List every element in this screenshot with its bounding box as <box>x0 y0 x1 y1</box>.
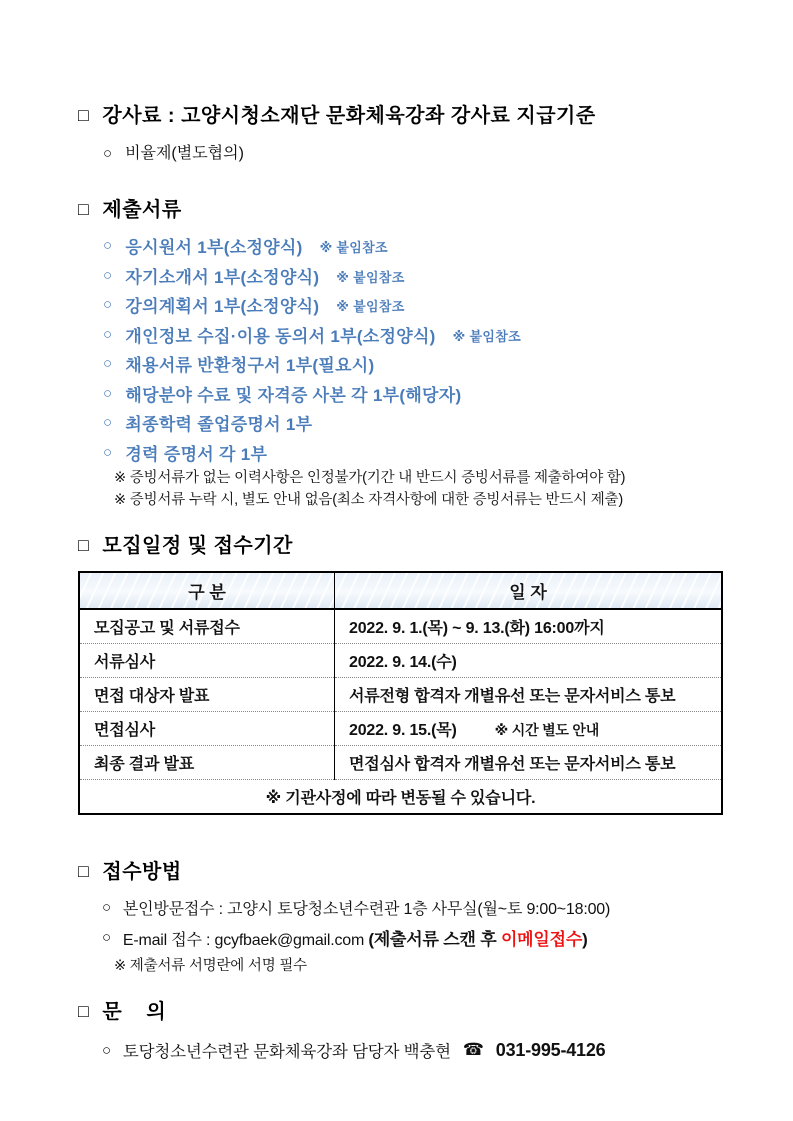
document-item-text: 경력 증명서 각 1부 <box>125 444 268 464</box>
documents-footnote: ※ 증빙서류 누락 시, 별도 안내 없음(최소 자격사항에 대한 증빙서류는 반드시 제출) <box>114 492 623 508</box>
schedule-table-header <box>79 572 722 609</box>
table-row <box>79 644 722 678</box>
email-label: E-mail 접수 : <box>122 931 215 949</box>
circle-bullet-icon: ○ <box>102 928 111 946</box>
document-item-text: 강의계획서 1부(소정양식) <box>125 297 320 317</box>
schedule-row-value: 서류전형 합격자 개별유선 또는 문자서비스 통보 <box>349 688 676 705</box>
fee-item-text: 비율제(별도협의) <box>125 145 244 162</box>
document-item <box>103 349 725 379</box>
email-scan-note-close: ) <box>582 929 588 949</box>
col-header-category: 구 분 <box>79 572 335 609</box>
visit-apply-text: 본인방문접수 : 고양시 토당청소년수련관 1층 사무실(월~토 9:00~18:00) <box>122 900 611 918</box>
inquiry-section-title: 문 의 <box>102 1001 167 1023</box>
table-row <box>79 678 722 712</box>
schedule-row-label: 최종 결과 발표 <box>79 746 335 780</box>
document-item <box>103 438 725 468</box>
email-address: gcyfbaek@gmail.com <box>214 931 365 949</box>
schedule-row-value: 2022. 9. 1.(목) ~ 9. 13.(화) 16:00까지 <box>349 620 605 637</box>
schedule-row-value: 2022. 9. 15.(목) <box>349 722 457 739</box>
table-row <box>79 609 722 644</box>
schedule-table <box>78 571 723 815</box>
document-item <box>103 379 725 409</box>
document-item <box>103 231 725 261</box>
email-apply-text <box>123 925 588 950</box>
square-bullet-icon: □ <box>78 199 90 219</box>
attachment-note: ※ 붙임참조 <box>336 299 405 315</box>
document-item-text: 자기소개서 1부(소정양식) <box>125 267 320 287</box>
schedule-row-value: 면접심사 합격자 개별유선 또는 문자서비스 통보 <box>349 756 676 773</box>
schedule-row-value: 2022. 9. 14.(수) <box>349 654 457 671</box>
schedule-row-value-cell <box>335 609 723 644</box>
square-bullet-icon: □ <box>78 105 90 125</box>
circle-bullet-icon: ○ <box>103 237 113 255</box>
schedule-row-value-cell <box>335 746 723 780</box>
visit-apply-item <box>102 892 725 922</box>
square-bullet-icon: □ <box>78 861 90 881</box>
document-item <box>103 261 725 291</box>
circle-bullet-icon: ○ <box>102 898 111 916</box>
attachment-note: ※ 붙임참조 <box>336 269 405 285</box>
schedule-row-label: 면접심사 <box>79 712 335 746</box>
section-heading-fee <box>78 103 725 129</box>
documents-footnote: ※ 증빙서류가 없는 이력사항은 인정불가(기간 내 반드시 증빙서류를 제출하여야 함) <box>114 470 626 486</box>
attachment-note: ※ 붙임참조 <box>452 328 521 344</box>
schedule-row-label: 서류심사 <box>79 644 335 678</box>
document-item <box>103 320 725 350</box>
circle-bullet-icon: ○ <box>103 355 113 373</box>
schedule-row-value-cell <box>335 644 723 678</box>
telephone-icon: ☎ <box>462 1040 484 1059</box>
apply-section-title: 접수방법 <box>102 861 182 883</box>
section-heading-apply <box>78 859 725 885</box>
documents-section-title: 제출서류 <box>102 199 182 221</box>
section-heading-documents <box>78 197 725 223</box>
circle-bullet-icon: ○ <box>103 145 113 162</box>
col-header-date: 일 자 <box>335 572 723 609</box>
circle-bullet-icon: ○ <box>103 296 113 314</box>
document-item <box>103 408 725 438</box>
circle-bullet-icon: ○ <box>103 266 113 284</box>
documents-list <box>78 231 725 467</box>
document-item <box>103 290 725 320</box>
circle-bullet-icon: ○ <box>102 1041 111 1059</box>
email-receive-emphasis: 이메일접수 <box>500 929 583 949</box>
circle-bullet-icon: ○ <box>103 414 113 432</box>
schedule-row-note: ※ 시간 별도 안내 <box>494 722 600 738</box>
contact-item <box>102 1038 725 1062</box>
document-item-text: 채용서류 반환청구서 1부(필요시) <box>125 356 375 376</box>
fee-section-title: 강사료 : 고양시청소재단 문화체육강좌 강사료 지급기준 <box>102 105 596 127</box>
table-row <box>79 746 722 780</box>
header-row <box>79 572 722 609</box>
circle-bullet-icon: ○ <box>103 384 113 402</box>
schedule-row-label: 모집공고 및 서류접수 <box>79 609 335 644</box>
contact-phone-number: 031-995-4126 <box>495 1039 606 1060</box>
document-item-text: 해당분야 수료 및 자격증 사본 각 1부(해당자) <box>125 385 462 405</box>
square-bullet-icon: □ <box>78 535 90 555</box>
table-footer-row <box>79 780 722 815</box>
schedule-row-label: 면접 대상자 발표 <box>79 678 335 712</box>
circle-bullet-icon: ○ <box>103 325 113 343</box>
email-apply-item <box>102 922 725 952</box>
schedule-row-value-cell <box>335 712 723 746</box>
schedule-table-footnote: ※ 기관사정에 따라 변동될 수 있습니다. <box>79 780 722 815</box>
email-scan-note-open: (제출서류 스캔 후 <box>368 929 501 949</box>
section-heading-inquiry <box>78 999 725 1025</box>
contact-text: 토당청소년수련관 문화체육강좌 담당자 백충현 <box>122 1043 451 1061</box>
document-item-text: 최종학력 졸업증명서 1부 <box>125 415 313 435</box>
schedule-section-title: 모집일정 및 접수기간 <box>102 535 293 557</box>
square-bullet-icon: □ <box>78 1001 90 1021</box>
section-heading-schedule <box>78 533 725 559</box>
table-row <box>79 712 722 746</box>
document-item-text: 개인정보 수집·이용 동의서 1부(소정양식) <box>125 326 436 346</box>
attachment-note: ※ 붙임참조 <box>319 240 388 256</box>
fee-item <box>103 142 725 166</box>
circle-bullet-icon: ○ <box>103 443 113 461</box>
signature-footnote: ※ 제출서류 서명란에 서명 필수 <box>114 958 307 974</box>
schedule-row-value-cell <box>335 678 723 712</box>
document-item-text: 응시원서 1부(소정양식) <box>125 238 303 258</box>
